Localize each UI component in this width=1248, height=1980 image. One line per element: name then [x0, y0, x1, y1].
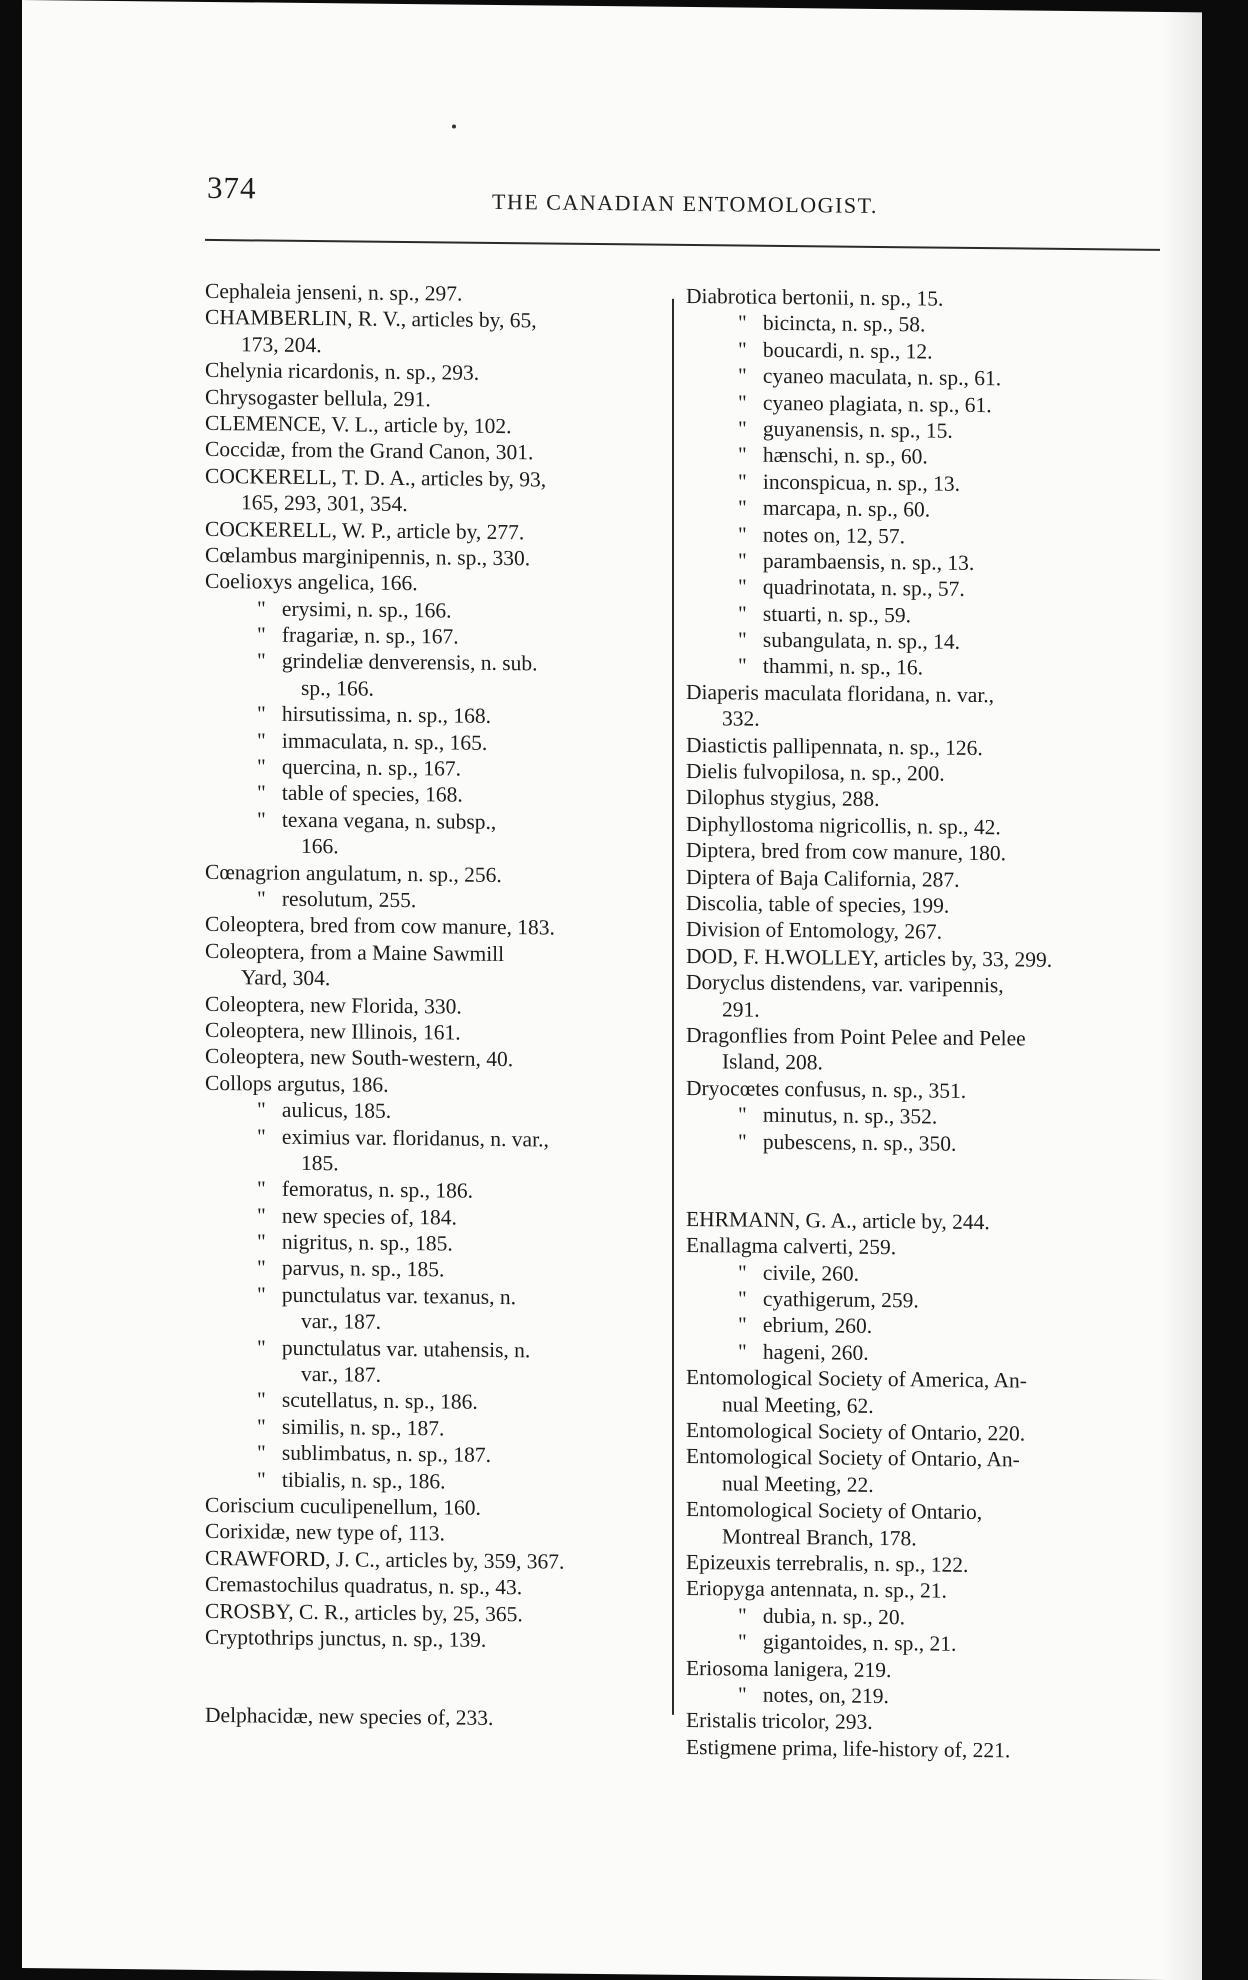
index-entry: Cryptothrips junctus, n. sp., 139. [205, 1624, 487, 1652]
page-number: 374 [207, 169, 257, 206]
index-entry: " gigantoides, n. sp., 21. [738, 1629, 957, 1656]
index-entry: Enallagma calverti, 259. [686, 1233, 897, 1260]
index-entry: " femoratus, n. sp., 186. [257, 1176, 473, 1204]
index-entry: Cœlambus marginipennis, n. sp., 330. [205, 542, 531, 571]
header-rule [205, 239, 1160, 251]
index-entry: Yard, 304. [241, 965, 331, 991]
index-entry: " parambaensis, n. sp., 13. [738, 548, 975, 575]
index-entry: CLEMENCE, V. L., article by, 102. [205, 410, 512, 439]
index-entry: " grindeliæ denverensis, n. sub. [257, 648, 538, 676]
index-entry: var., 187. [301, 1309, 382, 1334]
index-entry: Coriscium cuculipenellum, 160. [205, 1492, 481, 1520]
index-entry: Diabrotica bertonii, n. sp., 15. [686, 283, 944, 311]
index-entry [686, 1154, 1148, 1211]
index-entry: " bicincta, n. sp., 58. [738, 310, 926, 337]
index-entry: " thammi, n. sp., 16. [738, 653, 923, 680]
index-entry: " eximius var. floridanus, n. var., [257, 1123, 549, 1152]
index-entry: Island, 208. [722, 1049, 823, 1075]
index-entry: " scutellatus, n. sp., 186. [257, 1387, 478, 1415]
page-edge-shadow [1162, 12, 1202, 1980]
index-entry: 173, 204. [241, 332, 322, 357]
index-entry: nual Meeting, 62. [722, 1391, 874, 1418]
index-entry: " stuarti, n. sp., 59. [738, 601, 912, 627]
index-entry: 165, 293, 301, 354. [241, 490, 408, 517]
index-entry: " hænschi, n. sp., 60. [738, 442, 928, 469]
index-entry: Cœnagrion angulatum, n. sp., 256. [205, 859, 502, 887]
index-entry: " dubia, n. sp., 20. [738, 1603, 906, 1629]
index-entry: " quadrinotata, n. sp., 57. [738, 574, 965, 602]
index-entry: Coleoptera, from a Maine Sawmill [205, 938, 505, 966]
index-entry: " fragariæ, n. sp., 167. [257, 622, 459, 649]
index-entry: " nigritus, n. sp., 185. [257, 1229, 453, 1256]
index-entry: Montreal Branch, 178. [722, 1523, 917, 1550]
index-column-left [205, 278, 657, 1733]
index-entry: Entomological Society of America, An- [686, 1365, 1027, 1393]
column-divider [672, 299, 674, 1715]
index-entry: " cyaneo plagiata, n. sp., 61. [738, 390, 992, 417]
index-entry: " pubescens, n. sp., 350. [738, 1128, 957, 1156]
index-entry: Chelynia ricardonis, n. sp., 293. [205, 358, 480, 385]
index-entry: " sublimbatus, n. sp., 187. [257, 1440, 491, 1468]
index-entry: Dilophus stygius, 288. [686, 785, 880, 812]
index-entry: Coleoptera, bred from cow manure, 183. [205, 912, 555, 940]
index-entry: " aulicus, 185. [257, 1097, 392, 1123]
index-entry: " minutus, n. sp., 352. [738, 1102, 938, 1129]
index-entry: Diptera of Baja California, 287. [686, 864, 960, 892]
running-head: THE CANADIAN ENTOMOLOGIST. [492, 188, 878, 218]
index-entry: " subangulata, n. sp., 14. [738, 627, 960, 654]
index-entry: " notes on, 12, 57. [738, 522, 906, 548]
index-entry: Epizeuxis terrebralis, n. sp., 122. [686, 1549, 969, 1577]
index-entry: Diphyllostoma nigricollis, n. sp., 42. [686, 811, 1001, 840]
index-entry: " marcapa, n. sp., 60. [738, 495, 931, 522]
index-entry: Coleoptera, new Illinois, 161. [205, 1017, 461, 1045]
book-page [22, 0, 1202, 1980]
index-entry: " hageni, 260. [738, 1339, 869, 1365]
index-entry: Discolia, table of species, 199. [686, 890, 950, 918]
index-entry: " hirsutissima, n. sp., 168. [257, 701, 491, 729]
index-entry: Coccidæ, from the Grand Canon, 301. [205, 437, 534, 465]
index-entry: var., 187. [301, 1361, 382, 1387]
index-entry: sp., 166. [301, 675, 374, 701]
index-entry: Dragonflies from Point Pelee and Pelee [686, 1022, 1026, 1051]
index-entry: Diaperis maculata floridana, n. var., [686, 679, 995, 708]
index-entry: Delphacidæ, new species of, 233. [205, 1703, 494, 1731]
index-entry: COCKERELL, T. D. A., articles by, 93, [205, 463, 547, 492]
index-entry: Coleoptera, new Florida, 330. [205, 991, 462, 1019]
index-entry: " cyathigerum, 259. [738, 1286, 919, 1313]
index-entry: Diastictis pallipennata, n. sp., 126. [686, 732, 983, 760]
index-entry: " punctulatus var. utahensis, n. [257, 1335, 531, 1362]
index-entry: " civile, 260. [738, 1260, 860, 1286]
index-entry: Corixidæ, new type of, 113. [205, 1519, 445, 1546]
index-entry: Eriopyga antennata, n. sp., 21. [686, 1576, 947, 1604]
index-entry: Entomological Society of Ontario, [686, 1497, 983, 1525]
index-entry: " immaculata, n. sp., 165. [257, 728, 488, 755]
index-entry: " inconspicua, n. sp., 13. [738, 469, 960, 496]
index-entry: EHRMANN, G. A., article by, 244. [686, 1206, 990, 1235]
index-entry: Eristalis tricolor, 293. [686, 1708, 873, 1735]
ink-speck [452, 125, 456, 129]
index-entry: " guyanensis, n. sp., 15. [738, 416, 953, 443]
index-entry: Cephaleia jenseni, n. sp., 297. [205, 278, 463, 306]
index-entry: Eriosoma lanigera, 219. [686, 1655, 892, 1682]
index-entry: Division of Entomology, 267. [686, 917, 943, 945]
index-entry: Coelioxys angelica, 166. [205, 569, 418, 596]
index-entry: Dielis fulvopilosa, n. sp., 200. [686, 758, 945, 786]
index-entry: COCKERELL, W. P., article by, 277. [205, 516, 525, 544]
index-column-right [686, 283, 1148, 1765]
index-entry: Diptera, bred from cow manure, 180. [686, 838, 1007, 866]
index-entry: Entomological Society of Ontario, An- [686, 1444, 1020, 1472]
index-entry [205, 1650, 657, 1707]
index-entry: " cyaneo maculata, n. sp., 61. [738, 363, 1002, 391]
index-entry: Coleoptera, new South-western, 40. [205, 1044, 514, 1072]
index-entry: " texana vegana, n. subsp., [257, 807, 497, 834]
index-entry: CROSBY, C. R., articles by, 25, 365. [205, 1598, 523, 1626]
index-entry: Estigmene prima, life-history of, 221. [686, 1734, 1011, 1763]
index-entry: " punctulatus var. texanus, n. [257, 1282, 516, 1310]
index-entry: " resolutum, 255. [257, 886, 417, 913]
index-entry: 332. [722, 706, 760, 731]
index-entry: " table of species, 168. [257, 780, 463, 808]
index-entry: " tibialis, n. sp., 186. [257, 1467, 446, 1494]
index-entry: 185. [301, 1150, 339, 1176]
index-entry: Chrysogaster bellula, 291. [205, 384, 431, 411]
index-entry: Collops argutus, 186. [205, 1070, 389, 1097]
index-entry: " quercina, n. sp., 167. [257, 754, 462, 781]
index-entry: 166. [301, 834, 339, 859]
index-entry: " new species of, 184. [257, 1203, 457, 1230]
index-entry: " ebrium, 260. [738, 1312, 873, 1339]
index-entry: Dryocœtes confusus, n. sp., 351. [686, 1075, 967, 1103]
index-entry: 291. [722, 996, 760, 1022]
index-entry: Doryclus distendens, var. varipennis, [686, 970, 1004, 998]
index-entry: DOD, F. H.WOLLEY, articles by, 33, 299. [686, 943, 1053, 972]
index-entry: " similis, n. sp., 187. [257, 1414, 445, 1441]
index-entry: CRAWFORD, J. C., articles by, 359, 367. [205, 1545, 565, 1574]
index-entry: nual Meeting, 22. [722, 1471, 874, 1497]
index-entry: " notes, on, 219. [738, 1682, 889, 1709]
index-entry: " erysimi, n. sp., 166. [257, 596, 452, 623]
index-entry: Cremastochilus quadratus, n. sp., 43. [205, 1572, 523, 1600]
index-entry: " boucardi, n. sp., 12. [738, 337, 933, 364]
index-entry: CHAMBERLIN, R. V., articles by, 65, [205, 305, 537, 333]
index-entry: Entomological Society of Ontario, 220. [686, 1417, 1026, 1446]
index-entry: " parvus, n. sp., 185. [257, 1255, 445, 1282]
